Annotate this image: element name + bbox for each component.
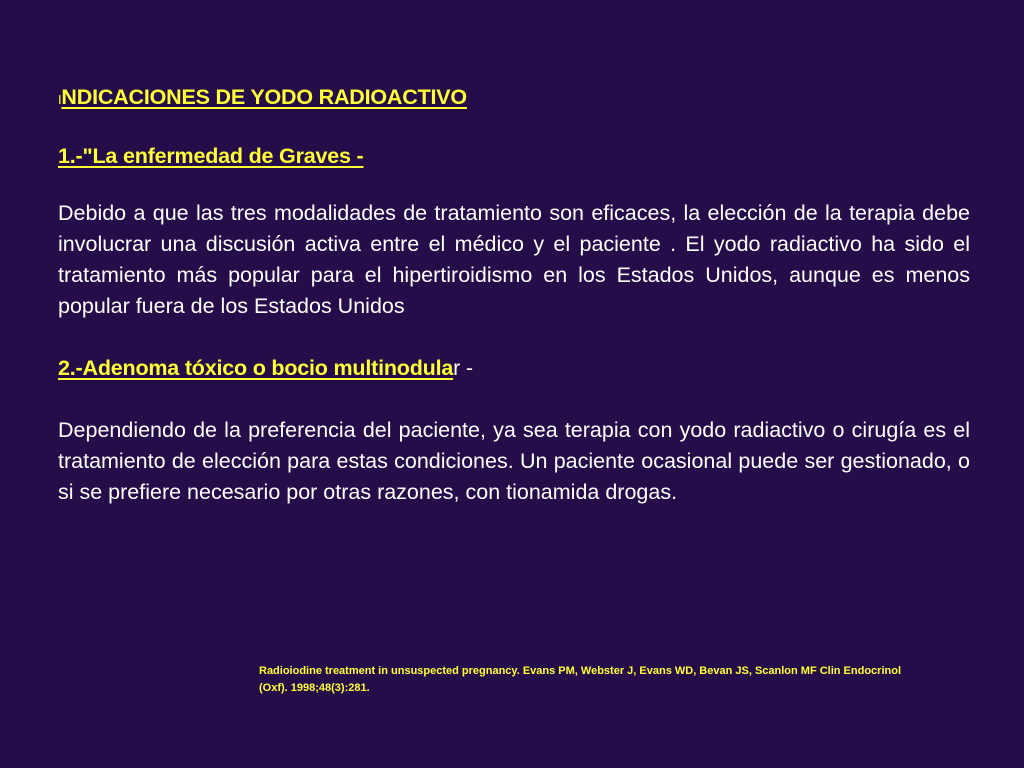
spacer xyxy=(58,322,970,353)
slide-title-text: NDICACIONES DE YODO RADIOACTIVO xyxy=(61,85,467,109)
section2-heading-underlined: 2.-Adenoma tóxico o bocio multinodula xyxy=(58,356,454,380)
spacer xyxy=(58,384,970,415)
citation-line-1: Radioiodine treatment in unsuspected pregnancy. Evans PM, Webster J, Evans WD, Bevan JS, Scanlon MF Clin Endocrinol xyxy=(259,665,902,677)
slide-title xyxy=(58,82,970,115)
section1-heading-text: 1.-"La enfermedad de Graves - xyxy=(58,144,364,168)
citation xyxy=(259,663,949,697)
section1-body: Debido a que las tres modalidades de tratamiento son eficaces, la elección de la terapia debe involucrar una discusión activa entre el médico y el paciente . El yodo radiactivo ha sido el tratamiento más popular para el hipertiroidismo en los Estados Unidos, aunque es menos popular fuera de los Estados Unidos xyxy=(58,201,970,318)
section2-heading xyxy=(58,353,970,384)
citation-line-2: (Oxf). 1998;48(3):281. xyxy=(259,682,370,694)
section2-heading-tail: r - xyxy=(453,356,473,380)
slide-content xyxy=(58,82,970,508)
spacer xyxy=(58,115,970,141)
section1-heading xyxy=(58,141,970,172)
spacer xyxy=(58,172,970,198)
slide-title-initial: I xyxy=(58,92,62,107)
section2-body: Dependiendo de la preferencia del paciente, ya sea terapia con yodo radiactivo o cirugía es el tratamiento de elección para estas condiciones. Un paciente ocasional puede ser gestionado, o si se prefiere necesario por otras razones, con tionamida drogas. xyxy=(58,418,970,504)
